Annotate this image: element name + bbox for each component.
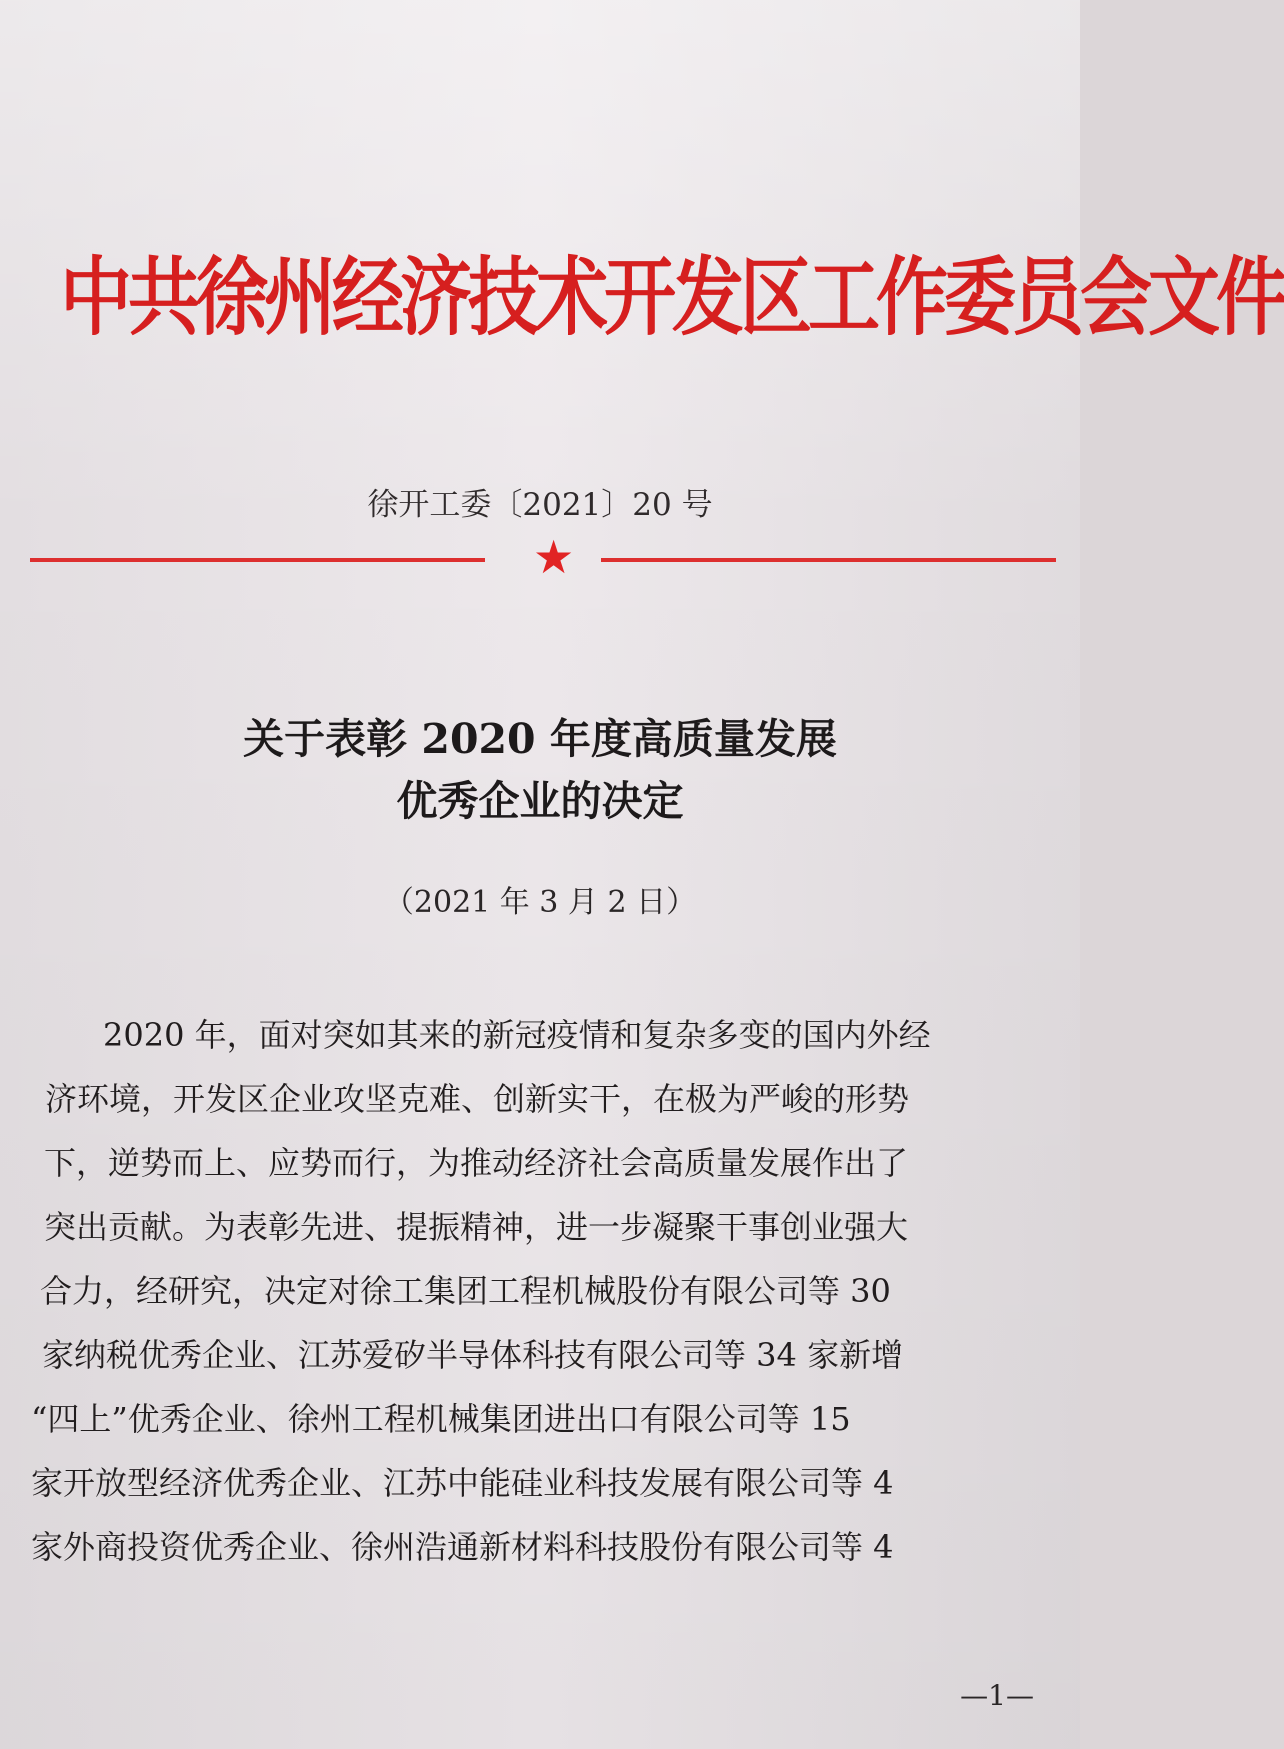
body-line: “四上”优秀企业、徐州工程机械集团进出口有限公司等 15 [31, 1400, 851, 1438]
right-red-line [601, 558, 1056, 562]
decision-title [0, 708, 1080, 832]
document-masthead: 中共徐州经济技术开发区工作委员会文件 [60, 247, 1284, 348]
left-red-line [30, 558, 485, 562]
body-line: 突出贡献。为表彰先进、提振精神，进一步凝聚干事创业强大 [44, 1208, 909, 1246]
body-line: 家纳税优秀企业、江苏爱矽半导体科技有限公司等 34 家新增 [42, 1336, 904, 1374]
body-line: 家开放型经济优秀企业、江苏中能硅业科技发展有限公司等 4 [31, 1464, 894, 1502]
body-line: 合力，经研究，决定对徐工集团工程机械股份有限公司等 30 [40, 1272, 891, 1310]
body-line: 下，逆势而上、应势而行，为推动经济社会高质量发展作出了 [44, 1144, 909, 1182]
title-line-2: 优秀企业的决定 [396, 777, 684, 825]
document-number: 徐开工委〔2021〕20 号 [367, 487, 713, 523]
decision-date: （2021 年 3 月 2 日） [383, 885, 697, 920]
red-divider [30, 530, 1056, 584]
page-number: —1— [960, 1679, 1034, 1712]
body-line: 济环境，开发区企业攻坚克难、创新实干，在极为严峻的形势 [45, 1080, 910, 1118]
title-line-1: 关于表彰 2020 年度高质量发展 [243, 715, 837, 763]
red-star-icon: ★ [533, 530, 575, 584]
body-line: 家外商投资优秀企业、徐州浩通新材料科技股份有限公司等 4 [31, 1528, 894, 1566]
body-line: 2020 年，面对突如其来的新冠疫情和复杂多变的国内外经 [103, 1016, 931, 1054]
